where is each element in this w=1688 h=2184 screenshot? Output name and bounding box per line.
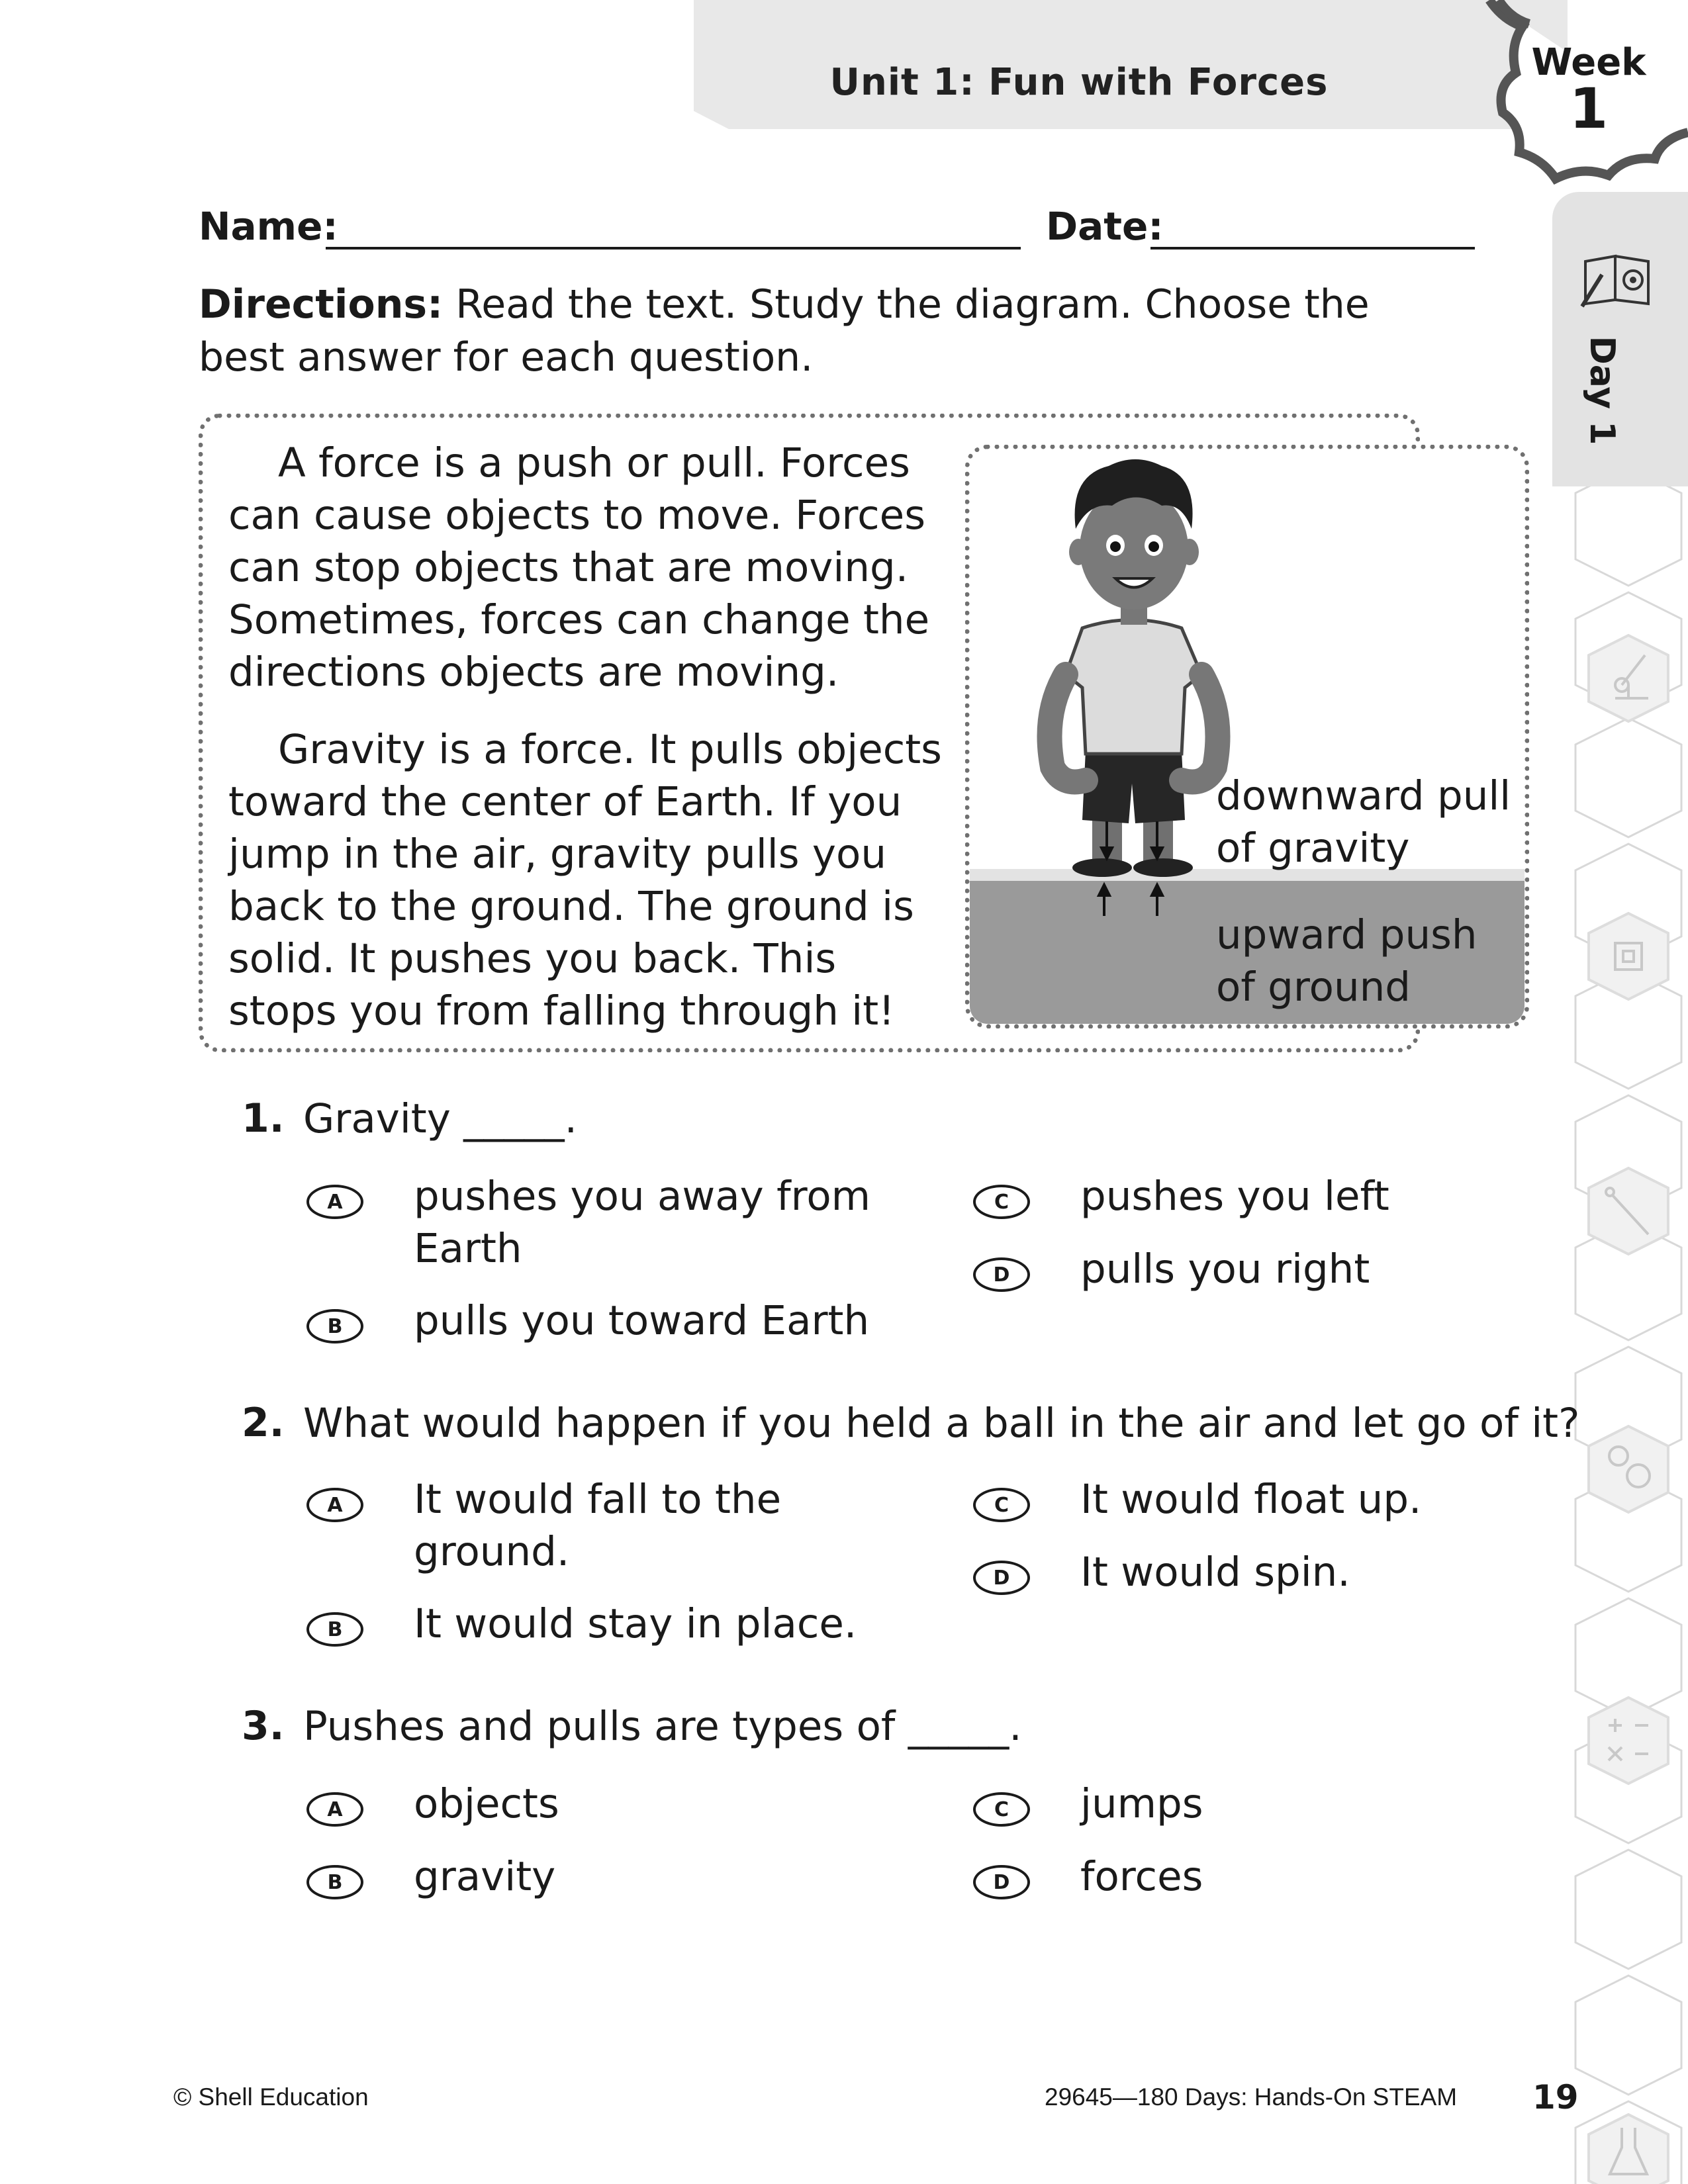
- q1-option-a-text: pushes you away from Earth: [414, 1173, 871, 1272]
- q3-option-b-text: gravity: [414, 1853, 556, 1900]
- day-label: Day 1: [1582, 336, 1622, 445]
- q3-option-b-bubble[interactable]: B: [306, 1865, 363, 1899]
- hexagon-pattern: [1569, 486, 1688, 2184]
- q1-option-d-text: pulls you right: [1080, 1246, 1370, 1293]
- gravity-label: downward pull of gravity: [1216, 772, 1511, 872]
- week-label: Week: [1531, 41, 1646, 84]
- week-number: 1: [1569, 76, 1609, 141]
- q2-option-d-bubble[interactable]: D: [973, 1561, 1030, 1595]
- q3-option-d-bubble[interactable]: D: [973, 1865, 1030, 1899]
- q3-option-a-bubble[interactable]: A: [306, 1792, 363, 1827]
- gears-icon: [1589, 1426, 1668, 1512]
- question-2-text: What would happen if you held a ball in the air and let go of it?: [303, 1400, 1580, 1447]
- passage-text: [228, 437, 957, 1062]
- q3-option-d-text: forces: [1080, 1853, 1203, 1900]
- q3-option-c-bubble[interactable]: C: [973, 1792, 1030, 1827]
- q1-option-b-bubble[interactable]: B: [306, 1309, 363, 1343]
- directions-text: Read the text. Study the diagram. Choose the best answer for each question.: [199, 281, 1370, 381]
- flask-icon: [1589, 2115, 1668, 2184]
- q1-option-a-bubble[interactable]: A: [306, 1185, 363, 1219]
- question-2-number: 2.: [242, 1400, 285, 1446]
- q2-option-b-text: It would stay in place.: [414, 1600, 857, 1647]
- date-field[interactable]: [1150, 247, 1475, 250]
- paintbrush-icon: [1589, 1168, 1668, 1254]
- book-title: 29645—180 Days: Hands-On STEAM: [1045, 2083, 1458, 2111]
- name-field[interactable]: [326, 247, 1021, 250]
- copyright: © Shell Education: [173, 2083, 369, 2111]
- page-number: 19: [1532, 2078, 1579, 2116]
- q2-option-b-bubble[interactable]: B: [306, 1612, 363, 1647]
- q3-option-a-text: objects: [414, 1780, 559, 1827]
- unit-title: Unit 1: Fun with Forces: [829, 61, 1329, 104]
- q1-option-c-bubble[interactable]: C: [973, 1185, 1030, 1219]
- ground-push-label: upward push of ground: [1216, 911, 1477, 1011]
- directions-label: Directions:: [199, 281, 444, 328]
- question-1-text: Gravity _____.: [303, 1095, 578, 1142]
- microscope-icon: [1589, 635, 1668, 721]
- q2-option-a-bubble[interactable]: A: [306, 1488, 363, 1522]
- question-3-number: 3.: [242, 1703, 285, 1749]
- question-3-text: Pushes and pulls are types of _____.: [303, 1703, 1022, 1750]
- q3-option-c-text: jumps: [1080, 1780, 1203, 1827]
- date-label: Date:: [1046, 204, 1164, 249]
- circuit-chip-icon: [1589, 913, 1668, 999]
- q2-option-d-text: It would spin.: [1080, 1549, 1350, 1596]
- q1-option-c-text: pushes you left: [1080, 1173, 1389, 1220]
- question-1-number: 1.: [242, 1095, 285, 1142]
- name-label: Name:: [199, 204, 338, 249]
- q1-option-d-bubble[interactable]: D: [973, 1257, 1030, 1292]
- q2-option-c-bubble[interactable]: C: [973, 1488, 1030, 1522]
- book-gear-icon: [1579, 248, 1658, 308]
- passage-paragraph-2: Gravity is a force. It pulls objects toward the center of Earth. If you jump in the air, gravity pulls you back to the ground. The ground is solid. It pushes you back. This stops you from falling through it!: [228, 726, 942, 1034]
- q2-option-a-text: It would fall to the ground.: [414, 1476, 782, 1575]
- q2-option-c-text: It would float up.: [1080, 1476, 1422, 1523]
- math-operators-icon: [1589, 1698, 1668, 1784]
- directions: [199, 278, 1456, 384]
- q1-option-b-text: pulls you toward Earth: [414, 1297, 870, 1344]
- passage-paragraph-1: A force is a push or pull. Forces can cause objects to move. Forces can stop objects that are moving. Sometimes, forces can change the directions objects are moving.: [228, 439, 930, 696]
